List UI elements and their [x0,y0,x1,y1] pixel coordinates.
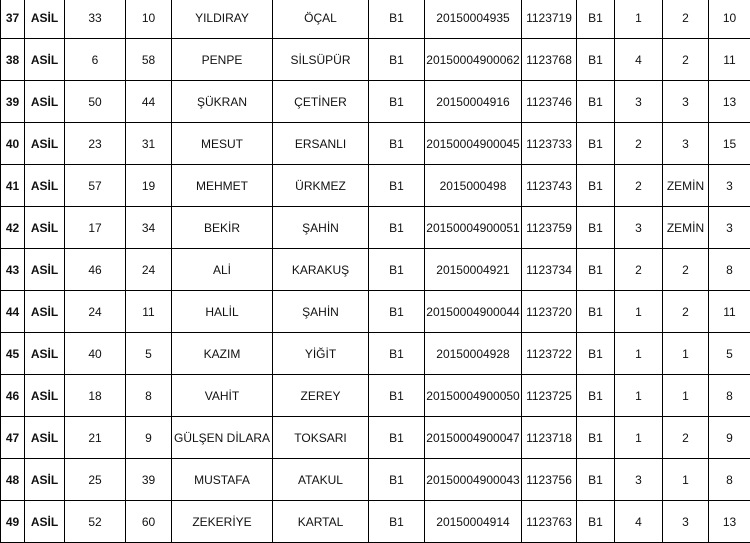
code-cell: 1123720 [522,291,577,333]
license-cell: B1 [369,291,425,333]
class-cell: B1 [577,249,615,291]
row-number-cell: 38 [1,39,25,81]
row-number-cell: 49 [1,501,25,543]
detail-3-cell: 5 [709,333,750,375]
row-number-cell: 41 [1,165,25,207]
table-body [1,0,750,543]
code-cell: 1123763 [522,501,577,543]
value-2-cell: 8 [126,375,172,417]
id-number-cell: 20150004900043 [425,459,522,501]
detail-1-cell: 1 [615,333,663,375]
value-2-cell: 34 [126,207,172,249]
last-name-cell: ZEREY [273,375,369,417]
detail-1-cell: 1 [615,0,663,39]
value-2-cell: 19 [126,165,172,207]
value-1-cell: 25 [65,459,126,501]
value-1-cell: 50 [65,81,126,123]
detail-3-cell: 13 [709,81,750,123]
first-name-cell: KAZIM [172,333,273,375]
detail-1-cell: 1 [615,291,663,333]
detail-2-cell: 1 [663,459,709,501]
table-row [1,417,750,459]
code-cell: 1123768 [522,39,577,81]
value-2-cell: 10 [126,0,172,39]
license-cell: B1 [369,165,425,207]
detail-3-cell: 8 [709,375,750,417]
license-cell: B1 [369,375,425,417]
code-cell: 1123759 [522,207,577,249]
first-name-cell: YILDIRAY [172,0,273,39]
table-row [1,165,750,207]
detail-2-cell: 2 [663,39,709,81]
id-number-cell: 20150004900062 [425,39,522,81]
first-name-cell: MEHMET [172,165,273,207]
last-name-cell: TOKSARI [273,417,369,459]
detail-1-cell: 3 [615,207,663,249]
detail-2-cell: ZEMİN [663,165,709,207]
value-1-cell: 6 [65,39,126,81]
detail-3-cell: 13 [709,501,750,543]
value-2-cell: 9 [126,417,172,459]
class-cell: B1 [577,81,615,123]
detail-2-cell: 3 [663,81,709,123]
table-row [1,123,750,165]
first-name-cell: MESUT [172,123,273,165]
row-number-cell: 37 [1,0,25,39]
detail-1-cell: 4 [615,501,663,543]
value-1-cell: 57 [65,165,126,207]
id-number-cell: 20150004900050 [425,375,522,417]
detail-2-cell: 3 [663,501,709,543]
license-cell: B1 [369,123,425,165]
status-cell: ASİL [25,459,65,501]
detail-2-cell: 2 [663,291,709,333]
value-2-cell: 11 [126,291,172,333]
code-cell: 1123743 [522,165,577,207]
detail-1-cell: 1 [615,417,663,459]
detail-2-cell: 2 [663,0,709,39]
detail-1-cell: 2 [615,165,663,207]
class-cell: B1 [577,333,615,375]
table-row [1,333,750,375]
id-number-cell: 20150004900047 [425,417,522,459]
status-cell: ASİL [25,417,65,459]
code-cell: 1123734 [522,249,577,291]
class-cell: B1 [577,459,615,501]
detail-3-cell: 11 [709,291,750,333]
row-number-cell: 45 [1,333,25,375]
last-name-cell: ŞAHİN [273,291,369,333]
license-cell: B1 [369,249,425,291]
row-number-cell: 43 [1,249,25,291]
class-cell: B1 [577,0,615,39]
value-2-cell: 5 [126,333,172,375]
class-cell: B1 [577,165,615,207]
code-cell: 1123725 [522,375,577,417]
row-number-cell: 39 [1,81,25,123]
value-1-cell: 23 [65,123,126,165]
row-number-cell: 42 [1,207,25,249]
value-1-cell: 52 [65,501,126,543]
class-cell: B1 [577,501,615,543]
table-row [1,207,750,249]
detail-3-cell: 9 [709,417,750,459]
id-number-cell: 20150004900051 [425,207,522,249]
table-row [1,249,750,291]
row-number-cell: 46 [1,375,25,417]
detail-3-cell: 10 [709,0,750,39]
code-cell: 1123746 [522,81,577,123]
class-cell: B1 [577,291,615,333]
detail-2-cell: 1 [663,375,709,417]
last-name-cell: ATAKUL [273,459,369,501]
code-cell: 1123756 [522,459,577,501]
detail-2-cell: 1 [663,333,709,375]
code-cell: 1123722 [522,333,577,375]
value-2-cell: 31 [126,123,172,165]
detail-2-cell: ZEMİN [663,207,709,249]
last-name-cell: KARAKUŞ [273,249,369,291]
value-1-cell: 18 [65,375,126,417]
table-row [1,39,750,81]
code-cell: 1123719 [522,0,577,39]
license-cell: B1 [369,39,425,81]
status-cell: ASİL [25,249,65,291]
detail-2-cell: 2 [663,249,709,291]
class-cell: B1 [577,417,615,459]
last-name-cell: ÖÇAL [273,0,369,39]
value-2-cell: 60 [126,501,172,543]
license-cell: B1 [369,333,425,375]
status-cell: ASİL [25,0,65,39]
first-name-cell: GÜLŞEN DİLARA [172,417,273,459]
last-name-cell: SİLSÜPÜR [273,39,369,81]
status-cell: ASİL [25,501,65,543]
row-number-cell: 48 [1,459,25,501]
status-cell: ASİL [25,39,65,81]
id-number-cell: 20150004921 [425,249,522,291]
value-1-cell: 24 [65,291,126,333]
detail-1-cell: 3 [615,459,663,501]
license-cell: B1 [369,207,425,249]
status-cell: ASİL [25,375,65,417]
status-cell: ASİL [25,123,65,165]
id-number-cell: 2015000498 [425,165,522,207]
table-row [1,459,750,501]
status-cell: ASİL [25,165,65,207]
id-number-cell: 20150004916 [425,81,522,123]
status-cell: ASİL [25,291,65,333]
first-name-cell: MUSTAFA [172,459,273,501]
code-cell: 1123718 [522,417,577,459]
table-row [1,501,750,543]
detail-1-cell: 1 [615,375,663,417]
detail-1-cell: 4 [615,39,663,81]
status-cell: ASİL [25,207,65,249]
row-number-cell: 40 [1,123,25,165]
table-row [1,0,750,39]
last-name-cell: ÜRKMEZ [273,165,369,207]
license-cell: B1 [369,501,425,543]
detail-2-cell: 2 [663,417,709,459]
value-1-cell: 46 [65,249,126,291]
class-cell: B1 [577,375,615,417]
value-2-cell: 24 [126,249,172,291]
id-number-cell: 20150004935 [425,0,522,39]
first-name-cell: ŞÜKRAN [172,81,273,123]
table-row [1,291,750,333]
table-row [1,375,750,417]
value-1-cell: 40 [65,333,126,375]
license-cell: B1 [369,0,425,39]
last-name-cell: YİĞİT [273,333,369,375]
first-name-cell: VAHİT [172,375,273,417]
first-name-cell: PENPE [172,39,273,81]
class-cell: B1 [577,207,615,249]
value-1-cell: 17 [65,207,126,249]
detail-3-cell: 3 [709,165,750,207]
id-number-cell: 20150004900044 [425,291,522,333]
license-cell: B1 [369,459,425,501]
class-cell: B1 [577,39,615,81]
class-cell: B1 [577,123,615,165]
last-name-cell: ERSANLI [273,123,369,165]
value-1-cell: 21 [65,417,126,459]
detail-3-cell: 8 [709,459,750,501]
row-number-cell: 44 [1,291,25,333]
detail-1-cell: 2 [615,123,663,165]
last-name-cell: KARTAL [273,501,369,543]
last-name-cell: ÇETİNER [273,81,369,123]
detail-1-cell: 2 [615,249,663,291]
value-2-cell: 39 [126,459,172,501]
detail-2-cell: 3 [663,123,709,165]
first-name-cell: ZEKERİYE [172,501,273,543]
detail-3-cell: 15 [709,123,750,165]
first-name-cell: BEKİR [172,207,273,249]
status-cell: ASİL [25,81,65,123]
detail-3-cell: 11 [709,39,750,81]
row-number-cell: 47 [1,417,25,459]
first-name-cell: ALİ [172,249,273,291]
first-name-cell: HALİL [172,291,273,333]
detail-3-cell: 8 [709,249,750,291]
id-number-cell: 20150004900045 [425,123,522,165]
value-1-cell: 33 [65,0,126,39]
detail-3-cell: 3 [709,207,750,249]
id-number-cell: 20150004928 [425,333,522,375]
last-name-cell: ŞAHİN [273,207,369,249]
status-cell: ASİL [25,333,65,375]
value-2-cell: 58 [126,39,172,81]
code-cell: 1123733 [522,123,577,165]
id-number-cell: 20150004914 [425,501,522,543]
value-2-cell: 44 [126,81,172,123]
detail-1-cell: 3 [615,81,663,123]
license-cell: B1 [369,81,425,123]
license-cell: B1 [369,417,425,459]
table-row [1,81,750,123]
